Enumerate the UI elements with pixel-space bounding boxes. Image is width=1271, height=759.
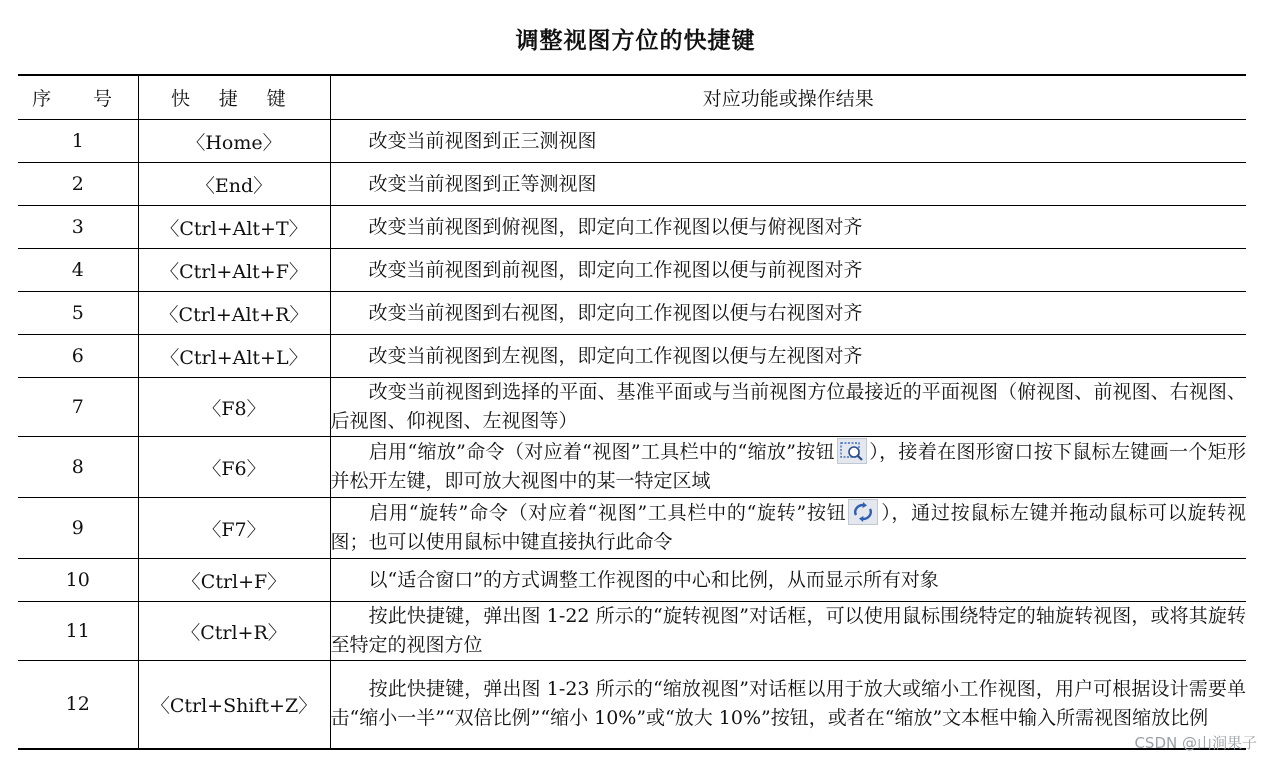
row-shortcut: 〈F8〉 bbox=[138, 378, 330, 437]
table-row bbox=[18, 498, 1246, 559]
table-header-row bbox=[18, 75, 1246, 120]
row-number: 12 bbox=[18, 661, 138, 749]
shortcut-table bbox=[18, 74, 1246, 750]
row-shortcut: 〈Home〉 bbox=[138, 120, 330, 163]
row-number: 2 bbox=[18, 163, 138, 206]
row-number: 6 bbox=[18, 335, 138, 378]
table-row bbox=[18, 602, 1246, 661]
row-shortcut: 〈Ctrl+F〉 bbox=[138, 559, 330, 602]
header-description: 对应功能或操作结果 bbox=[702, 88, 874, 110]
row-number: 7 bbox=[18, 378, 138, 437]
table-row bbox=[18, 437, 1246, 498]
row-number: 8 bbox=[18, 437, 138, 498]
row-shortcut: 〈Ctrl+Shift+Z〉 bbox=[138, 661, 330, 749]
row-description: 启用“缩放”命令（对应着“视图”工具栏中的“缩放”按钮 ），接着在图形窗口按下鼠标左键画一个矩形并松开左键，即可放大视图中的某一特定区域 bbox=[330, 437, 1246, 498]
row-description: 改变当前视图到右视图，即定向工作视图以便与右视图对齐 bbox=[368, 301, 863, 324]
row-description: 改变当前视图到左视图，即定向工作视图以便与左视图对齐 bbox=[368, 344, 863, 367]
table-title: 调整视图方位的快捷键 bbox=[515, 28, 756, 54]
row-description: 按此快捷键，弹出图 1-23 所示的“缩放视图”对话框以用于放大或缩小工作视图，用户可根据设计需要单击“缩小一半”“双倍比例”“缩小 10%”或“放大 10%”按钮，或者在“缩放”文本框中输入所需视图缩放比例 bbox=[330, 678, 1246, 730]
row-shortcut: 〈F6〉 bbox=[138, 437, 330, 498]
rotate-icon bbox=[848, 499, 878, 525]
row-number: 5 bbox=[18, 292, 138, 335]
row-shortcut: 〈Ctrl+Alt+R〉 bbox=[138, 292, 330, 335]
row-number: 1 bbox=[18, 120, 138, 163]
row-number: 11 bbox=[18, 602, 138, 661]
row-description: 改变当前视图到俯视图，即定向工作视图以便与俯视图对齐 bbox=[368, 215, 863, 238]
row-shortcut: 〈F7〉 bbox=[138, 498, 330, 559]
row-description: 改变当前视图到选择的平面、基准平面或与当前视图方位最接近的平面视图（俯视图、前视图、右视图、后视图、仰视图、左视图等） bbox=[330, 381, 1246, 432]
row-number: 3 bbox=[18, 206, 138, 249]
row-shortcut: 〈End〉 bbox=[138, 163, 330, 206]
zoom-icon bbox=[837, 438, 867, 464]
table-row bbox=[18, 120, 1246, 163]
row-shortcut: 〈Ctrl+Alt+L〉 bbox=[138, 335, 330, 378]
row-shortcut: 〈Ctrl+R〉 bbox=[138, 602, 330, 661]
header-shortcut: 快 捷 键 bbox=[138, 75, 330, 120]
table-row bbox=[18, 163, 1246, 206]
row-number: 10 bbox=[18, 559, 138, 602]
table-row bbox=[18, 661, 1246, 749]
row-shortcut: 〈Ctrl+Alt+T〉 bbox=[138, 206, 330, 249]
row-description: 改变当前视图到正三测视图 bbox=[368, 129, 597, 152]
table-row bbox=[18, 335, 1246, 378]
table-row bbox=[18, 206, 1246, 249]
row-shortcut: 〈Ctrl+Alt+F〉 bbox=[138, 249, 330, 292]
watermark: CSDN @山涧果子 bbox=[1134, 734, 1257, 752]
row-description: 按此快捷键，弹出图 1-22 所示的“旋转视图”对话框，可以使用鼠标围绕特定的轴旋转视图，或将其旋转至特定的视图方位 bbox=[330, 605, 1246, 656]
row-description: 改变当前视图到前视图，即定向工作视图以便与前视图对齐 bbox=[368, 258, 863, 281]
row-description: 改变当前视图到正等测视图 bbox=[368, 172, 597, 195]
table-row bbox=[18, 292, 1246, 335]
table-row bbox=[18, 559, 1246, 602]
table-row bbox=[18, 378, 1246, 437]
row-number: 4 bbox=[18, 249, 138, 292]
header-number: 序 号 bbox=[18, 75, 138, 120]
table-row bbox=[18, 249, 1246, 292]
row-description: 启用“旋转”命令（对应着“视图”工具栏中的“旋转”按钮 ），通过按鼠标左键并拖动鼠标可以旋转视图；也可以使用鼠标中键直接执行此命令 bbox=[330, 498, 1246, 559]
row-number: 9 bbox=[18, 498, 138, 559]
row-description: 以“适合窗口”的方式调整工作视图的中心和比例，从而显示所有对象 bbox=[368, 568, 939, 591]
